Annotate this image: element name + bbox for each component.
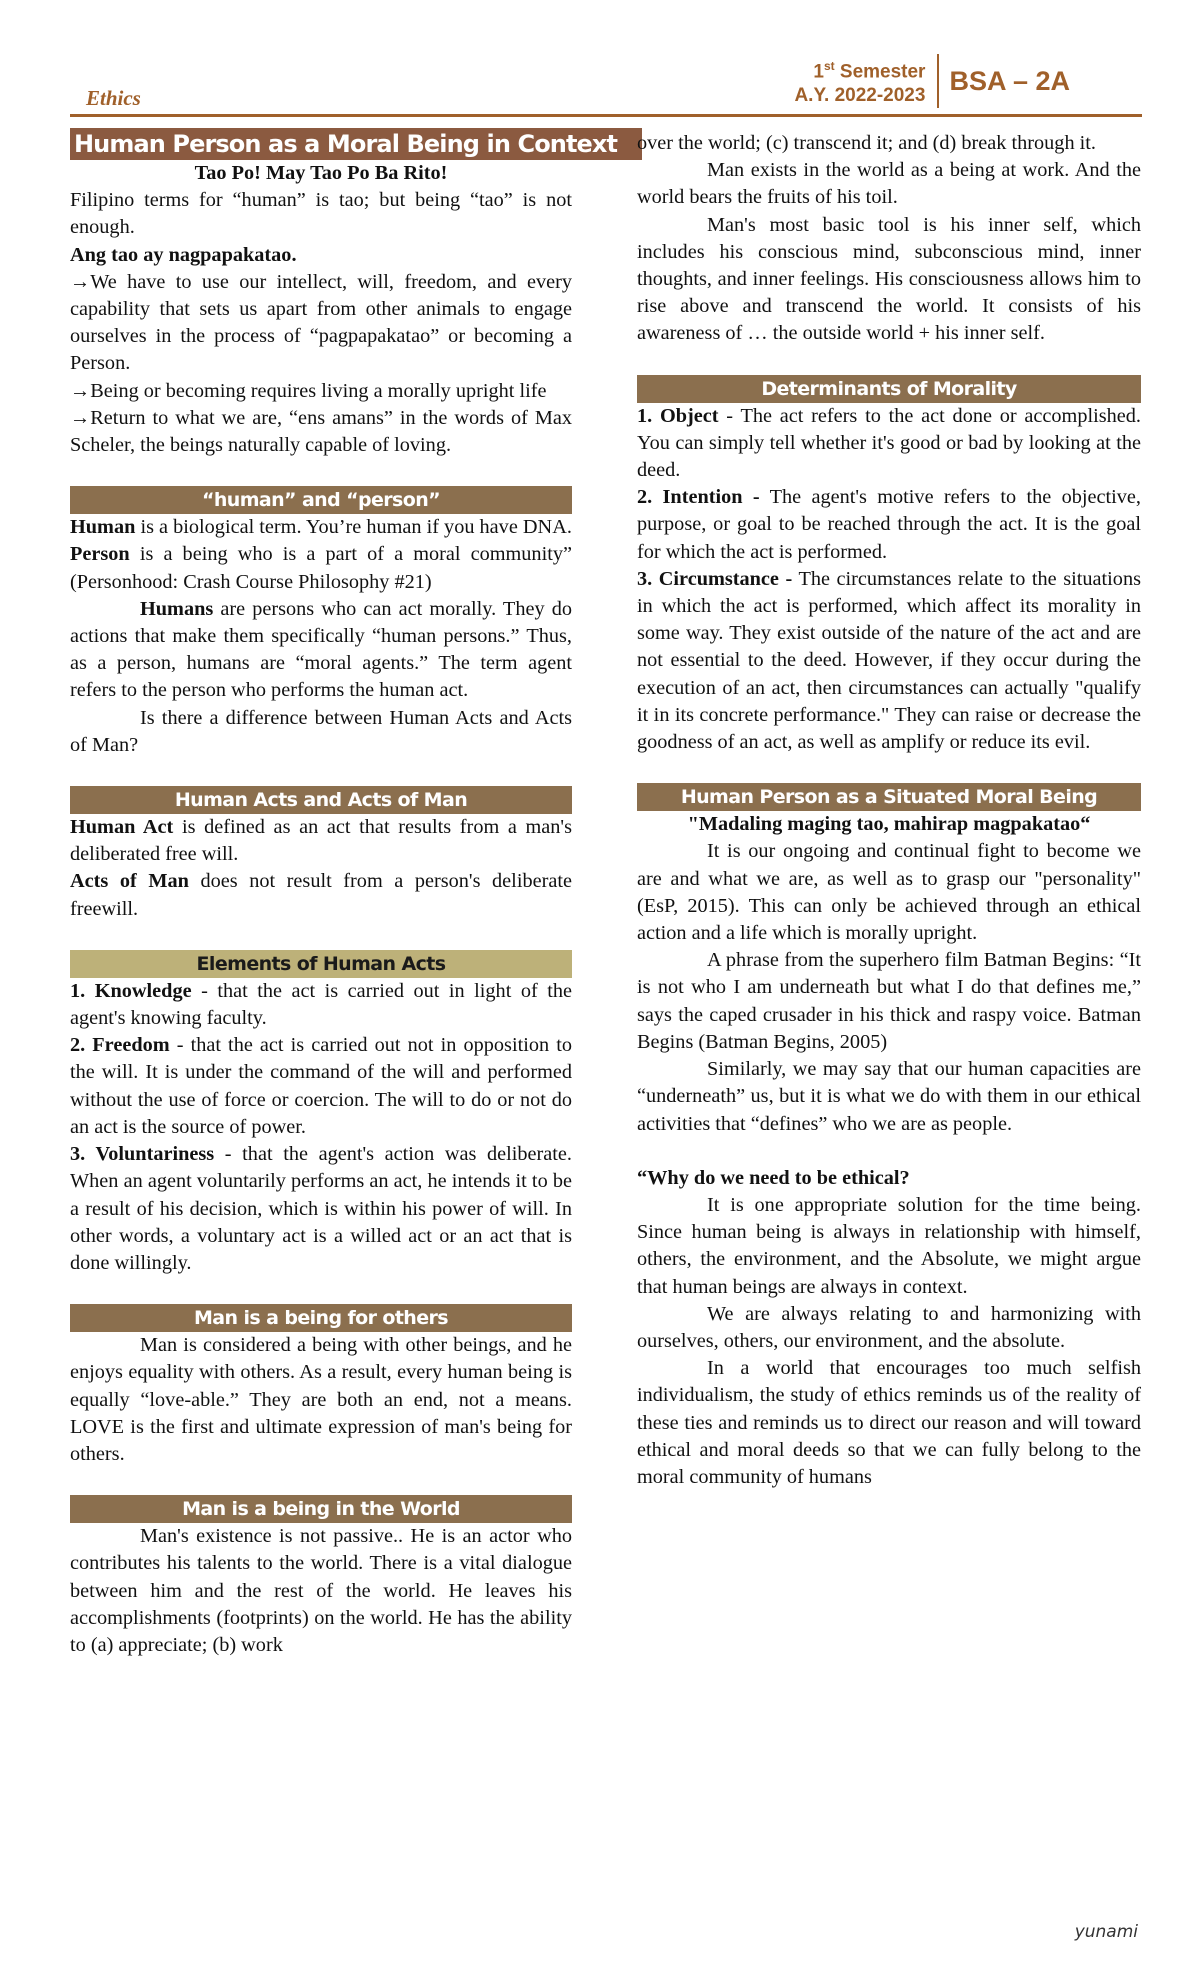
question-paragraph: Is there a difference between Human Acts and Acts of Man? xyxy=(70,706,572,756)
why-paragraph-1: It is one appropriate solution for the time being. Since human being is always in relationship with himself, others, the environment, and the Absolute, we might argue that human beings are always in context. xyxy=(637,1193,1141,1298)
section-heading-human-person: “human” and “person” xyxy=(70,486,572,514)
arrow-point-2: →Being or becoming requires living a morally upright life xyxy=(70,379,547,402)
header-divider xyxy=(70,114,1142,117)
arrow-point-3: →Return to what we are, “ens amans” in the words of Max Scheler, the beings naturally capable of loving. xyxy=(70,406,572,457)
why-heading: “Why do we need to be ethical? xyxy=(637,1166,910,1189)
element-voluntariness: 3. Voluntariness - that the agent's action was deliberate. When an agent voluntarily performs an act, he intends it to be a result of his decision, which is within his power of will. In other words, a voluntary act is a willed act or an act that is done willingly. xyxy=(70,1143,573,1274)
acts-of-man-definition: Acts of Man does not result from a person's deliberate freewill. xyxy=(70,870,572,920)
page-title: Human Person as a Moral Being in Context xyxy=(70,128,642,160)
section-heading-determinants: Determinants of Morality xyxy=(637,375,1141,403)
arrow-point-1: →We have to use our intellect, will, freedom, and every capability that sets us apart from other animals to engage ourselves in the process of “pagpapakatao” or becoming a Person. xyxy=(70,270,572,375)
person-definition: Person is a being who is a part of a moral community” (Personhood: Crash Course Philosophy #21) xyxy=(70,543,572,593)
why-paragraph-2: We are always relating to and harmonizing with ourselves, others, our environment, and the absolute. xyxy=(637,1302,1141,1352)
section-heading-elements: Elements of Human Acts xyxy=(70,950,572,978)
work-paragraph: Man exists in the world as a being at work. And the world bears the fruits of his toil. xyxy=(637,159,1141,209)
semester-suffix: st xyxy=(823,59,835,73)
humans-paragraph: Humans are persons who can act morally. They do actions that make them specifically “human persons.” Thus, as a person, humans are “moral agents.” The term agent refers to the person who performs the human act. xyxy=(70,597,572,702)
inner-self-paragraph: Man's most basic tool is his inner self, which includes his conscious mind, subconscious mind, inner thoughts, and inner feelings. His consciousness allows him to rise above and transcend the world. It consists of his awareness of … the outside world + his inner self. xyxy=(637,213,1141,345)
others-paragraph: Man is considered a being with other beings, and he enjoys equality with others. As a result, every human being is equally “love-able.” They are both an end, not a means. LOVE is the first and ultimate expression of man's being for others. xyxy=(70,1334,572,1465)
section-heading-others: Man is a being for others xyxy=(70,1304,572,1332)
determinant-intention: 2. Intention - The agent's motive refers to the objective, purpose, or goal to be reached through the act. It is the goal for which the act is performed. xyxy=(637,486,1141,563)
intro-heading: Tao Po! May Tao Po Ba Rito! xyxy=(194,162,448,184)
situated-paragraph-3: Similarly, we may say that our human capacities are “underneath” us, but it is what we do with them in our ethical activities that “defines” who we are as people. xyxy=(637,1058,1141,1135)
bold-line: Ang tao ay nagpapakatao. xyxy=(70,243,297,266)
element-knowledge: 1. Knowledge - that the act is carried out in light of the agent's knowing faculty. xyxy=(70,979,572,1030)
world-continuation: over the world; (c) transcend it; and (d) break through it. xyxy=(637,132,1096,154)
situated-paragraph-2: A phrase from the superhero film Batman Begins: “It is not who I am underneath but what I do that defines me,” says the caped crusader in his thick and raspy voice. Batman Begins (Batman Begins, 2005) xyxy=(637,949,1141,1053)
section-code: BSA – 2A xyxy=(949,65,1070,96)
academic-year: A.Y. 2022-2023 xyxy=(794,85,926,107)
section-heading-situated: Human Person as a Situated Moral Being xyxy=(637,783,1141,811)
determinant-object: 1. Object - The act refers to the act done or accomplished. You can simply tell whether it's good or bad by looking at the deed. xyxy=(637,404,1141,482)
why-paragraph-3: In a world that encourages too much selfish individualism, the study of ethics reminds us of the reality of these ties and reminds us to direct our reason and will toward ethical and moral deeds so that we can fully belong to the moral community of humans xyxy=(637,1357,1141,1488)
right-column xyxy=(637,130,1141,1491)
human-act-definition: Human Act is defined as an act that results from a man's deliberated free will. xyxy=(70,816,572,866)
semester-line xyxy=(794,54,925,84)
human-definition: Human is a biological term. You’re human if you have DNA. xyxy=(70,516,572,539)
section-heading-human-acts: Human Acts and Acts of Man xyxy=(70,786,572,814)
semester-word: Semester xyxy=(839,61,926,83)
semester-block xyxy=(794,54,939,108)
element-freedom: 2. Freedom - that the act is carried out not in opposition to the will. It is under the command of the will and performed without the use of force or coercion. The will to do or not do an act is the source of power. xyxy=(70,1034,572,1138)
section-heading-world: Man is a being in the World xyxy=(70,1495,572,1523)
tagalog-quote: "Madaling maging tao, mahirap magpakatao“ xyxy=(687,813,1091,836)
determinant-circumstance: 3. Circumstance - The circumstances relate to the situations in which the act is performed, which affect its morality in some way. They exist outside of the nature of the act and are not essential to the deed. However, if they occur during the execution of an act, then circumstances can actually "qualify it in its concrete performance." They can raise or decrease the goodness of an act, as well as amplify or reduce its evil. xyxy=(637,567,1141,754)
intro-text: Filipino terms for “human” is tao; but being “tao” is not enough. xyxy=(70,189,572,239)
header-info xyxy=(794,54,1070,108)
world-paragraph: Man's existence is not passive.. He is an actor who contributes his talents to the world. There is a vital dialogue between him and the rest of the world. He leaves his accomplishments (footprints) on the world. He has the ability to (a) appreciate; (b) work xyxy=(70,1525,572,1656)
semester-number: 1 xyxy=(813,61,824,83)
situated-paragraph-1: It is our ongoing and continual fight to become we are and what we are, as well as to grasp our "personality" (EsP, 2015). This can only be achieved through an ethical action and a life which is morally upright. xyxy=(637,840,1141,945)
subject-label: Ethics xyxy=(86,86,141,110)
left-column xyxy=(70,128,618,1659)
footer-author: yunami xyxy=(1074,1922,1138,1942)
